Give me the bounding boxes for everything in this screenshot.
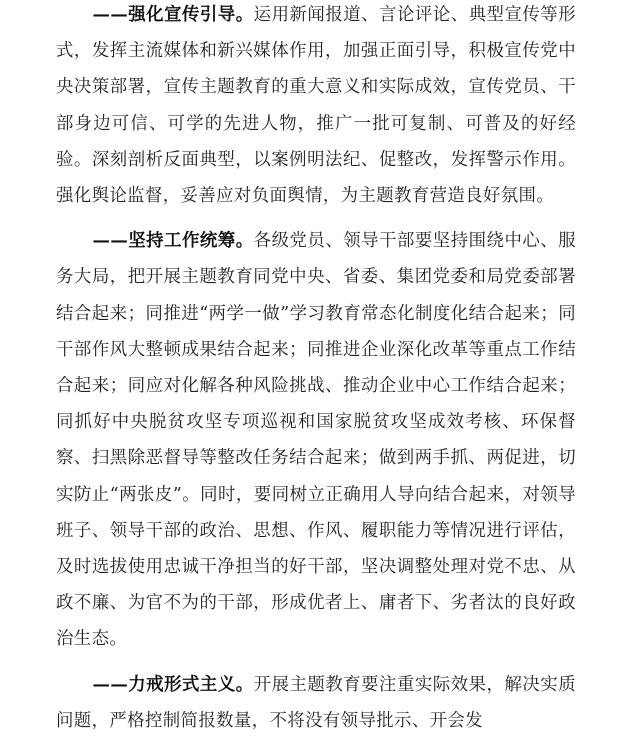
paragraph-text: 开展主题教育要注重实际效果，解决实质问题，严格控制简报数量，不将没有领导批示、开会发 [56,674,577,731]
document-body [56,0,576,739]
paragraph-avoid-formalism [56,667,576,739]
paragraph-heading: ——坚持工作统筹。 [92,231,254,252]
paragraph-text: 各级党员、领导干部要坚持围绕中心、服务大局，把开展主题教育同党中央、省委、集团党委和局党委部署结合起来；同推进“两学一做”学习教育常态化制度化结合起来；同干部作风大整顿成果结合起来；同推进企业深化改革等重点工作结合起来；同应对化解各种风险挑战、推动企业中心工作结合起来；同抓好中央脱贫攻坚专项巡视和国家脱贫攻坚成效考核、环保督察、扫黑除恶督导等整改任务结合起来；做到两手抓、两促进，切实防止“两张皮”。同时，要同树立正确用人导向结合起来，对领导班子、领导干部的政治、思想、作风、履职能力等情况进行评估，及时选拔使用忠诚干净担当的好干部，坚决调整处理对党不忠、从政不廉、为官不为的干部，形成优者上、庸者下、劣者汰的良好政治生态。 [56,231,577,650]
paragraph-heading: ——力戒形式主义。 [92,674,254,695]
paragraph-publicity-guidance [56,0,576,214]
paragraph-text: 运用新闻报道、言论评论、典型宣传等形式，发挥主流媒体和新兴媒体作用，加强正面引导，积极宣传党中央决策部署，宣传主题教育的重大意义和实际成效，宣传党员、干部身边可信、可学的先进人物，推广一批可复制、可普及的好经验。深刻剖析反面典型，以案例明法纪、促整改，发挥警示作用。强化舆论监督，妥善应对负面舆情，为主题教育营造良好氛围。 [56,5,577,207]
paragraph-work-coordination [56,223,576,657]
paragraph-heading: ——强化宣传引导。 [92,5,254,25]
